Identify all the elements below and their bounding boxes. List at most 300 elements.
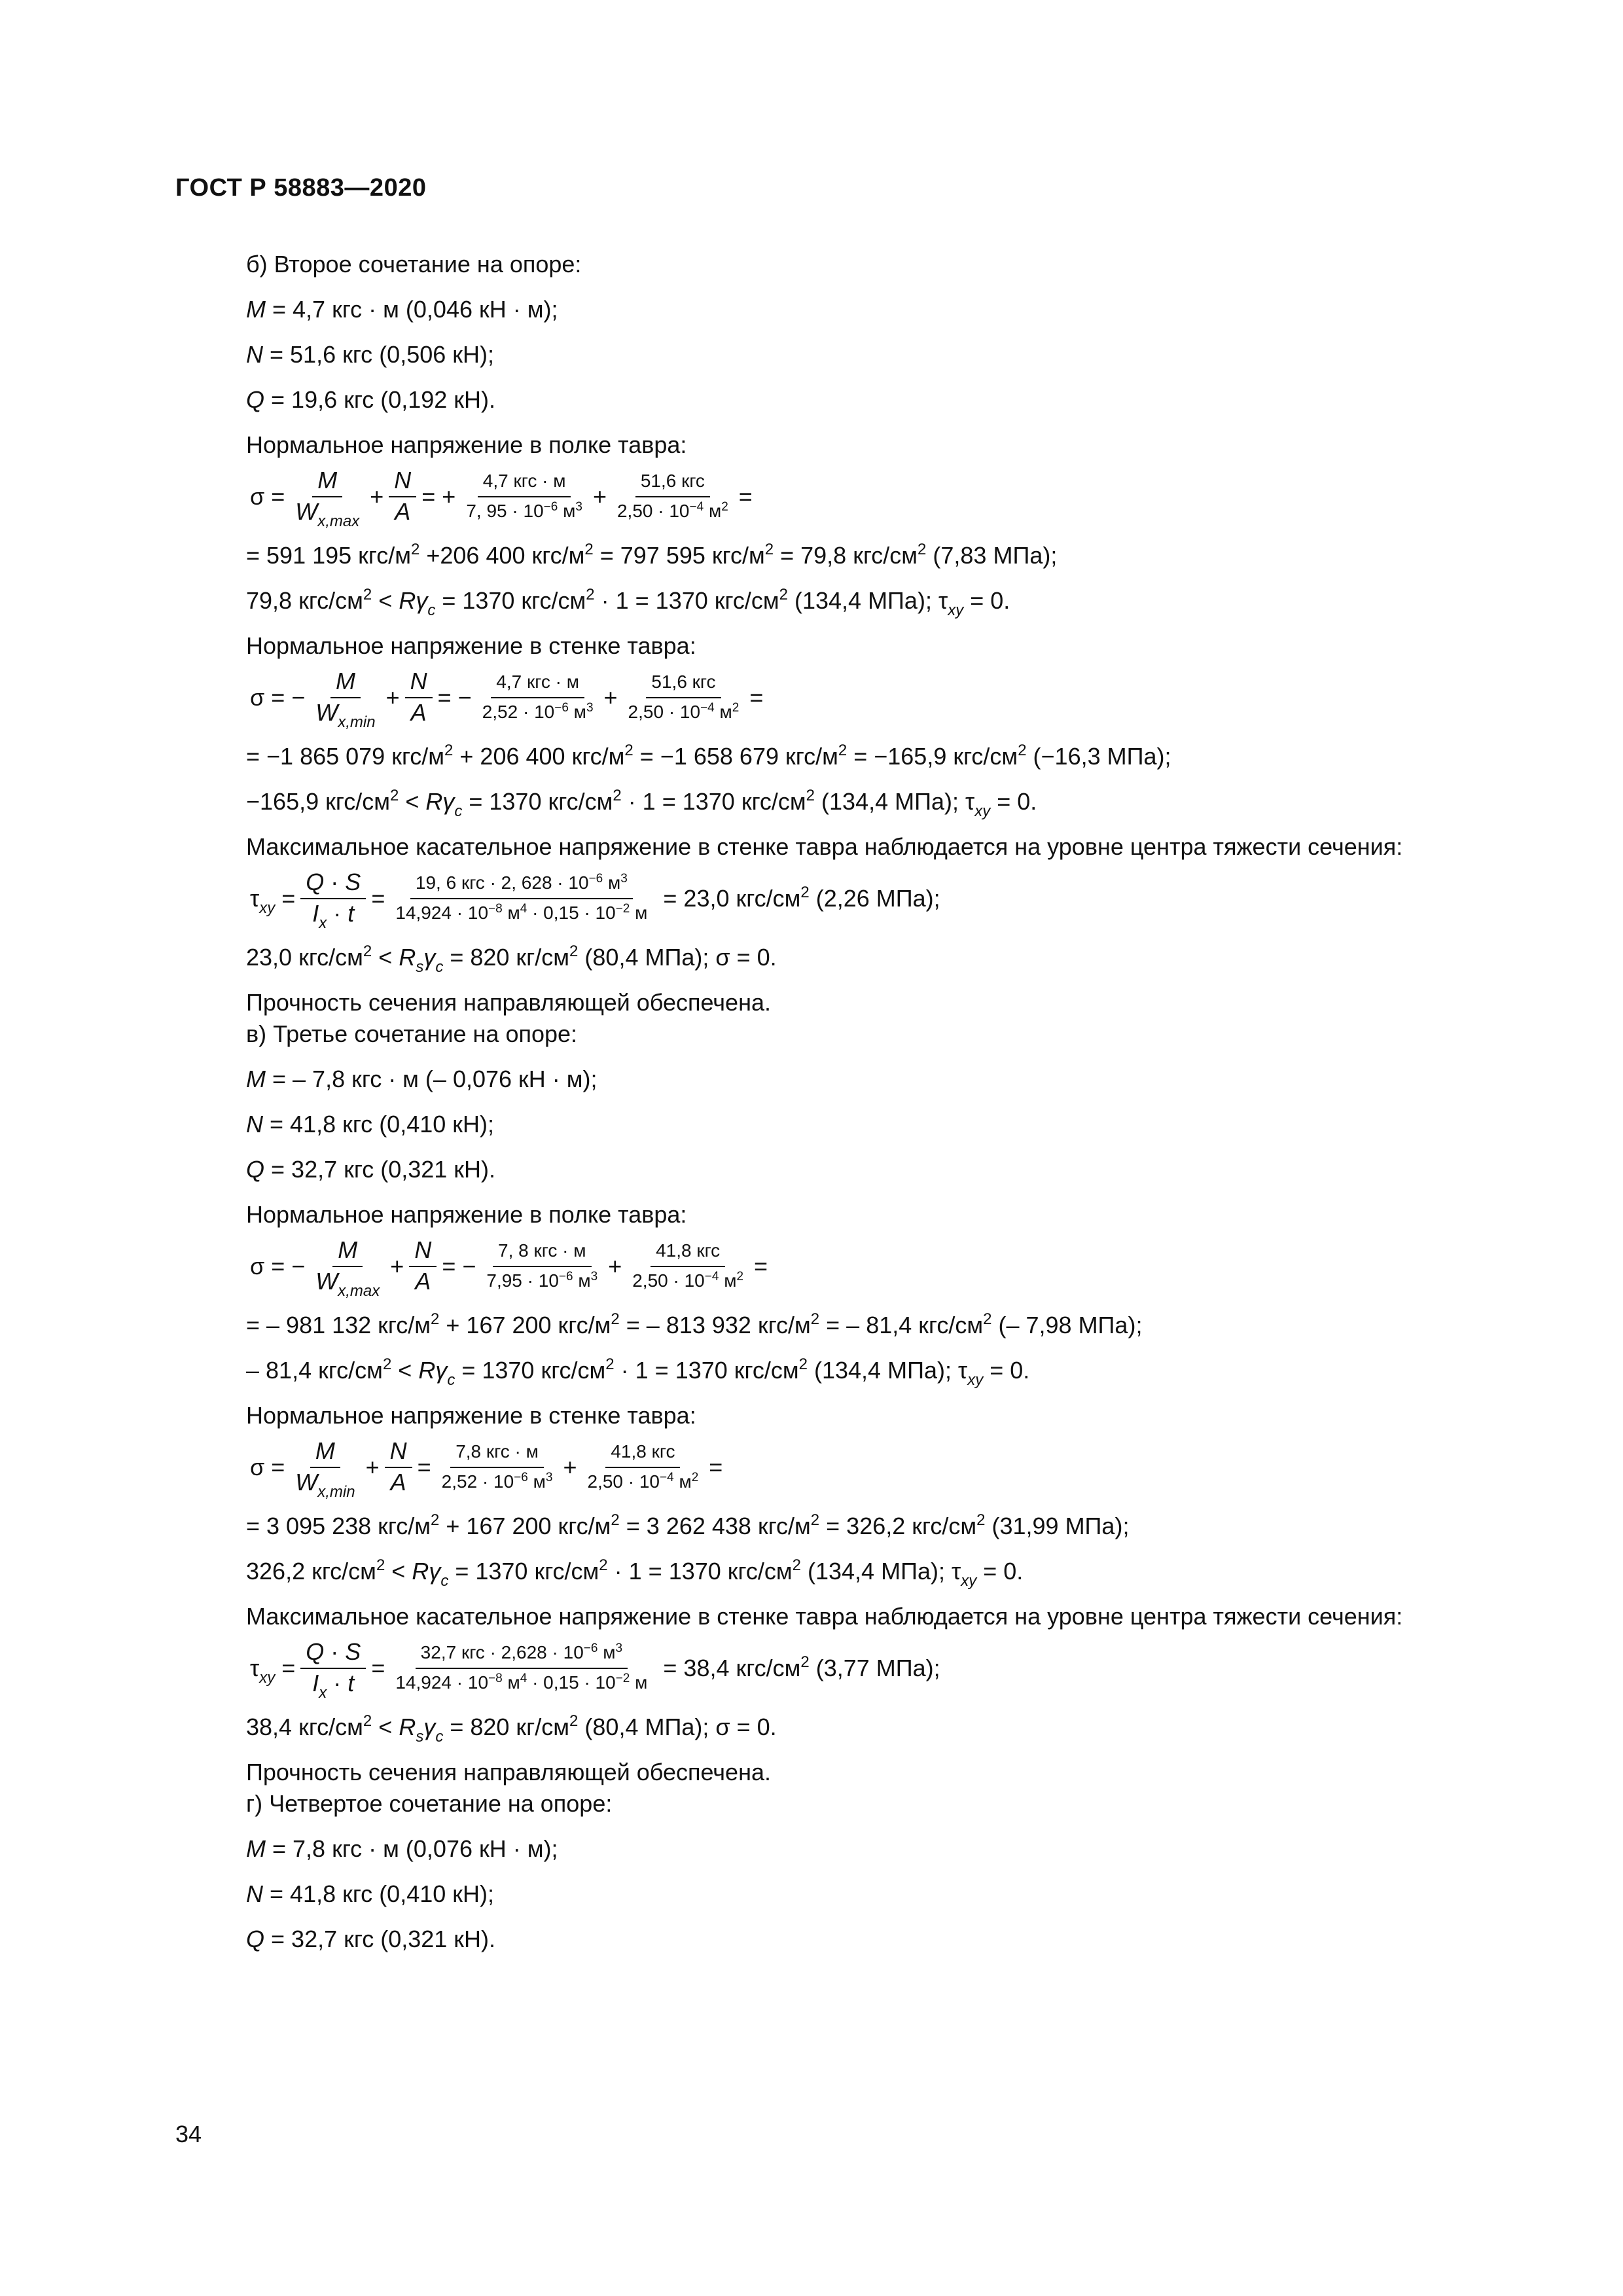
eq-sign: + — [608, 1253, 622, 1280]
check-term: (134,4 МПа); — [787, 587, 938, 614]
symbol-xy: xy — [948, 601, 964, 619]
result-term: (2,26 МПа); — [809, 885, 940, 912]
eq-end: = — [709, 1454, 723, 1480]
fraction-N-over-A — [405, 667, 433, 728]
unit: м — [527, 1471, 546, 1492]
g-moment-line — [246, 1833, 1542, 1865]
symbol-M: M — [246, 296, 266, 323]
eq-sign: + — [365, 1454, 380, 1480]
v-conclusion: Прочность сечения направляющей обеспечена. — [246, 1759, 771, 1785]
equals: = — [371, 1655, 385, 1681]
numerator: 51,6 кгс — [646, 668, 721, 698]
result-term: = 797 595 кгс/м — [593, 542, 765, 569]
unit-power: 3 — [586, 701, 594, 715]
symbol-tau: τ — [938, 587, 948, 614]
calculation-body — [246, 249, 1542, 1969]
symbol-c: c — [447, 1371, 455, 1389]
symbol-M: M — [246, 1835, 266, 1862]
result-term: +206 400 кгс/м — [419, 542, 585, 569]
less-than: < — [391, 1357, 419, 1384]
eq-mid: = − — [442, 1253, 476, 1280]
numerator: 32,7 кгс · 2,628 · 10 — [420, 1642, 584, 1662]
check-term: (80,4 МПа); σ = 0. — [578, 944, 777, 971]
power: 2 — [1018, 742, 1027, 759]
v-web-label: Нормальное напряжение в стенке тавра: — [246, 1402, 696, 1429]
symbol-R: R — [399, 587, 416, 614]
unit: м — [719, 1270, 737, 1291]
check-term: −165,9 кгс/см — [246, 788, 390, 815]
v-web-check — [246, 1556, 1542, 1590]
symbol-s: s — [416, 1728, 424, 1746]
check-term: 79,8 кгс/см — [246, 587, 363, 614]
numerator: 19, 6 кгс · 2, 628 · 10 — [415, 872, 589, 893]
unit: м — [714, 702, 732, 722]
denominator: 7,95 · 10 — [486, 1270, 559, 1291]
result-term: + 167 200 кгс/м — [439, 1312, 611, 1338]
denominator: · 0,15 · 10 — [527, 1672, 616, 1693]
eq-sign: + — [370, 483, 384, 510]
fraction-N-over-A — [409, 1236, 437, 1297]
v-shear-label: Максимальное касательное напряжение в стенке тавра наблюдается на уровне центра тяжести сечения: — [246, 1603, 1403, 1630]
power: 2 — [363, 586, 372, 603]
symbol-xy: xy — [967, 1371, 984, 1389]
w-subscript: x,max — [338, 1282, 380, 1300]
power: 2 — [431, 1310, 440, 1328]
fraction-shear-value — [390, 1639, 652, 1698]
eq-sign: + — [385, 684, 400, 711]
check-term: 38,4 кгс/см — [246, 1713, 363, 1740]
v-flange-check — [246, 1355, 1542, 1389]
less-than: < — [372, 944, 399, 971]
power: 2 — [444, 742, 454, 759]
equals: = — [281, 885, 296, 912]
numerator: 41,8 кгс — [651, 1237, 725, 1267]
symbol-gamma: γ — [429, 1558, 441, 1585]
shear-result — [654, 885, 940, 912]
power: 2 — [569, 942, 579, 960]
b-web-check — [246, 786, 1542, 820]
b-moment-line — [246, 294, 1542, 325]
symbol-xy: xy — [259, 1669, 276, 1687]
power: 2 — [810, 1511, 820, 1529]
unit: м — [568, 702, 586, 722]
result-term: (−16,3 МПа); — [1026, 743, 1171, 770]
v-shear-value: = 32,7 кгс (0,321 кН). — [264, 1156, 496, 1183]
less-than: < — [399, 788, 426, 815]
exponent: −4 — [704, 1270, 719, 1283]
unit: м — [603, 872, 621, 893]
power: 2 — [800, 1653, 810, 1671]
power: 2 — [431, 1511, 440, 1529]
power: 2 — [838, 742, 847, 759]
symbol-Q: Q — [246, 1926, 265, 1952]
power: 2 — [764, 541, 774, 558]
symbol-M: M — [315, 1437, 335, 1464]
symbol-R: R — [399, 944, 416, 971]
check-term: = 0. — [976, 1558, 1024, 1585]
fraction-M-over-W — [290, 466, 365, 528]
symbol-M: M — [338, 1236, 358, 1263]
eq-lhs: σ = − — [250, 1253, 306, 1280]
equals: = — [371, 885, 385, 912]
fraction-force-value — [612, 467, 734, 526]
unit: м — [630, 903, 648, 923]
unit-power: 3 — [590, 1270, 598, 1283]
check-term: · 1 = 1370 кгс/см — [614, 1357, 799, 1384]
check-term: (134,4 МПа); — [801, 1558, 952, 1585]
fraction-force-value — [627, 1237, 749, 1296]
symbol-N: N — [389, 1437, 407, 1464]
symbol-Q: Q — [246, 386, 265, 413]
fraction-M-over-W — [310, 667, 380, 731]
fraction-moment-value — [437, 1438, 558, 1497]
symbol-W: W — [315, 699, 338, 726]
result-term: = – 981 132 кгс/м — [246, 1312, 431, 1338]
power: 2 — [599, 1556, 608, 1574]
unit: м — [630, 1672, 648, 1693]
symbol-S: S — [345, 1638, 361, 1665]
denominator: · 0,15 · 10 — [527, 903, 616, 923]
shear-result — [654, 1655, 940, 1682]
eq-mid: = − — [437, 684, 472, 711]
symbol-t: t — [348, 900, 355, 927]
symbol-R: R — [425, 788, 443, 815]
power: 2 — [810, 1310, 820, 1328]
w-subscript: x,min — [317, 1483, 355, 1501]
symbol-M: M — [335, 668, 355, 694]
symbol-S: S — [345, 869, 361, 895]
symbol-I: I — [312, 1670, 319, 1696]
unit: м — [558, 501, 576, 521]
b-force-value: = 51,6 кгс (0,506 кН); — [263, 341, 495, 368]
check-term: = 1370 кгс/см — [462, 788, 613, 815]
symbol-A: A — [395, 498, 411, 525]
fraction-moment-value — [477, 668, 599, 727]
symbol-xy: xy — [961, 1572, 977, 1590]
power: 2 — [584, 541, 594, 558]
power: 2 — [376, 1556, 385, 1574]
power: 2 — [569, 1712, 579, 1730]
exponent: −6 — [554, 701, 569, 715]
exponent: −6 — [583, 1641, 598, 1655]
symbol-N: N — [414, 1236, 432, 1263]
g-moment-value: = 7,8 кгс · м (0,076 кН · м); — [266, 1835, 558, 1862]
power: 2 — [983, 1310, 992, 1328]
check-term: = 820 кг/см — [443, 1713, 570, 1740]
page-number: 34 — [175, 2121, 202, 2147]
power: 2 — [976, 1511, 986, 1529]
power: 2 — [605, 1355, 615, 1373]
power: 2 — [800, 884, 810, 901]
dot: · — [327, 1670, 348, 1696]
power: 2 — [586, 586, 595, 603]
numerator: 7, 8 кгс · м — [493, 1237, 591, 1267]
check-term: = 1370 кгс/см — [448, 1558, 599, 1585]
less-than: < — [372, 1713, 399, 1740]
v-shear-equation — [246, 1632, 1542, 1704]
exponent: −4 — [689, 500, 704, 514]
exponent: −6 — [588, 872, 603, 886]
symbol-c: c — [440, 1572, 449, 1590]
b-moment-value: = 4,7 кгс · м (0,046 кН · м); — [266, 296, 558, 323]
power: 2 — [613, 787, 622, 804]
fraction-force-value — [582, 1438, 704, 1497]
result-term: + 206 400 кгс/м — [453, 743, 625, 770]
result-term: = – 81,4 кгс/см — [819, 1312, 984, 1338]
symbol-t: t — [348, 1670, 355, 1696]
symbol-tau: τ — [951, 1558, 961, 1585]
v-force-line — [246, 1109, 1542, 1140]
b-shear-value: = 19,6 кгс (0,192 кН). — [264, 386, 496, 413]
fraction-shear-value — [390, 869, 652, 928]
w-subscript: x,max — [317, 512, 360, 530]
unit: м — [502, 1672, 520, 1693]
symbol-N: N — [246, 341, 263, 368]
check-term: = 1370 кгс/см — [435, 587, 586, 614]
symbol-M: M — [317, 467, 338, 493]
denominator: 7, 95 · 10 — [466, 501, 544, 521]
b-shear-equation — [246, 863, 1542, 935]
g-force-value: = 41,8 кгс (0,410 кН); — [263, 1880, 495, 1907]
symbol-Q: Q — [306, 869, 325, 895]
b-shear-line — [246, 384, 1542, 416]
check-term: = 1370 кгс/см — [455, 1357, 606, 1384]
symbol-gamma: γ — [442, 788, 455, 815]
exponent: −6 — [558, 1270, 573, 1283]
symbol-x: x — [319, 914, 327, 932]
eq-sign: + — [390, 1253, 404, 1280]
power: 2 — [389, 787, 399, 804]
v-web-result — [246, 1511, 1542, 1542]
section-v-title: в) Третье сочетание на опоре: — [246, 1020, 578, 1047]
power: 2 — [611, 1310, 620, 1328]
dot: · — [327, 900, 348, 927]
symbol-c: c — [435, 1728, 444, 1746]
eq-mid: = — [417, 1454, 431, 1480]
unit-power: 3 — [575, 500, 582, 514]
check-term: · 1 = 1370 кгс/см — [621, 788, 806, 815]
dot: · — [324, 869, 346, 895]
symbol-xy: xy — [974, 802, 991, 820]
g-force-line — [246, 1878, 1542, 1910]
numerator: 4,7 кгс · м — [478, 467, 571, 497]
symbol-N: N — [410, 668, 427, 694]
exponent: −4 — [700, 701, 715, 715]
unit-power: 2 — [736, 1270, 744, 1283]
fraction-moment-value — [461, 467, 588, 526]
unit-power: 3 — [620, 872, 628, 886]
result-term: = 79,8 кгс/см — [774, 542, 918, 569]
denominator: 14,924 · 10 — [395, 903, 489, 923]
b-force-line — [246, 339, 1542, 370]
check-term: (134,4 МПа); — [808, 1357, 958, 1384]
symbol-Q: Q — [246, 1156, 265, 1183]
unit: м — [673, 1471, 692, 1492]
check-term: = 820 кг/см — [443, 944, 570, 971]
exponent: −6 — [543, 500, 558, 514]
symbol-R: R — [412, 1558, 429, 1585]
symbol-A: A — [390, 1469, 406, 1496]
power: 2 — [382, 1355, 392, 1373]
exponent: −8 — [488, 1672, 503, 1685]
unit: м — [573, 1270, 591, 1291]
fraction-M-over-W — [290, 1437, 360, 1501]
denominator: 2,52 · 10 — [441, 1471, 514, 1492]
unit-power: 4 — [520, 1672, 527, 1685]
check-term: (134,4 МПа); — [815, 788, 965, 815]
check-term: · 1 = 1370 кгс/см — [594, 587, 779, 614]
symbol-gamma: γ — [423, 1713, 436, 1740]
symbol-M: M — [246, 1066, 266, 1092]
b-web-label: Нормальное напряжение в стенке тавра: — [246, 632, 696, 659]
symbol-I: I — [312, 900, 319, 927]
less-than: < — [372, 587, 399, 614]
check-term: · 1 = 1370 кгс/см — [607, 1558, 793, 1585]
symbol-tau: τ — [957, 1357, 968, 1384]
b-shear-check — [246, 942, 1542, 976]
check-term: – 81,4 кгс/см — [246, 1357, 383, 1384]
power: 2 — [806, 787, 815, 804]
symbol-c: c — [427, 601, 436, 619]
numerator: 41,8 кгс — [605, 1438, 680, 1468]
symbol-gamma: γ — [416, 587, 428, 614]
power: 2 — [798, 1355, 808, 1373]
equals: = — [281, 1655, 296, 1681]
fraction-N-over-A — [385, 1437, 412, 1498]
symbol-R: R — [399, 1713, 416, 1740]
symbol-c: c — [454, 802, 463, 820]
unit: м — [502, 903, 520, 923]
check-term: = 0. — [983, 1357, 1030, 1384]
b-flange-result — [246, 540, 1542, 571]
fraction-M-over-W — [310, 1236, 385, 1300]
section-g-title: г) Четвертое сочетание на опоре: — [246, 1790, 613, 1817]
b-shear-label: Максимальное касательное напряжение в стенке тавра наблюдается на уровне центра тяжести сечения: — [246, 833, 1403, 860]
v-web-equation — [246, 1431, 1542, 1503]
denominator: 2,50 · 10 — [616, 501, 690, 521]
unit-power: 2 — [732, 701, 740, 715]
fraction-QS-over-It — [300, 868, 366, 932]
power: 2 — [918, 541, 927, 558]
unit: м — [704, 501, 722, 521]
power: 2 — [411, 541, 420, 558]
numerator: 51,6 кгс — [635, 467, 710, 497]
check-term: = 0. — [990, 788, 1037, 815]
symbol-N: N — [246, 1880, 263, 1907]
eq-lhs: σ = − — [250, 684, 306, 711]
eq-mid: = + — [421, 483, 456, 510]
symbol-Q: Q — [306, 1638, 325, 1665]
eq-end: = — [749, 684, 764, 711]
power: 2 — [363, 942, 372, 960]
result-term: = −165,9 кгс/см — [847, 743, 1018, 770]
exponent: −2 — [615, 902, 630, 916]
b-flange-check — [246, 585, 1542, 617]
b-web-result — [246, 741, 1542, 772]
result-term: = 38,4 кгс/см — [663, 1655, 801, 1681]
symbol-s: s — [416, 958, 424, 976]
result-term: = – 813 932 кгс/м — [619, 1312, 811, 1338]
denominator: 2,50 · 10 — [632, 1270, 705, 1291]
b-conclusion: Прочность сечения направляющей обеспечена. — [246, 989, 771, 1016]
symbol-tau: τ — [965, 788, 975, 815]
numerator: 4,7 кгс · м — [491, 668, 584, 698]
check-term: 23,0 кгс/см — [246, 944, 363, 971]
power: 2 — [624, 742, 633, 759]
symbol-W: W — [315, 1268, 338, 1295]
symbol-c: c — [435, 958, 444, 976]
v-moment-value: = – 7,8 кгс · м (– 0,076 кН · м); — [266, 1066, 597, 1092]
power: 2 — [792, 1556, 801, 1574]
symbol-A: A — [415, 1268, 431, 1295]
symbol-R: R — [418, 1357, 436, 1384]
symbol-xy: xy — [259, 899, 276, 917]
power: 2 — [363, 1712, 372, 1730]
eq-end: = — [754, 1253, 768, 1280]
symbol-N: N — [394, 467, 412, 493]
v-force-value: = 41,8 кгс (0,410 кН); — [263, 1111, 495, 1138]
eq-lhs: σ = — [250, 483, 285, 510]
result-term: + 167 200 кгс/м — [439, 1513, 611, 1539]
w-subscript: x,min — [338, 713, 376, 731]
less-than: < — [385, 1558, 412, 1585]
b-flange-label: Нормальное напряжение в полке тавра: — [246, 431, 687, 458]
v-moment-line — [246, 1064, 1542, 1095]
power: 2 — [611, 1511, 620, 1529]
exponent: −6 — [514, 1471, 528, 1484]
exponent: −4 — [660, 1471, 674, 1484]
symbol-gamma: γ — [423, 944, 436, 971]
symbol-tau: $\tau_{xy}$ = — [250, 885, 296, 917]
unit-power: 2 — [721, 500, 728, 514]
numerator: 7,8 кгс · м — [450, 1438, 544, 1468]
result-term: = 326,2 кгс/см — [819, 1513, 977, 1539]
unit-power: 3 — [615, 1641, 623, 1655]
fraction-QS-over-It — [300, 1638, 366, 1702]
unit: м — [597, 1642, 616, 1662]
result-term: (– 7,98 МПа); — [991, 1312, 1143, 1338]
power: 2 — [779, 586, 788, 603]
result-term: (7,83 МПа); — [926, 542, 1058, 569]
symbol-W: W — [295, 1469, 318, 1496]
v-flange-label: Нормальное напряжение в полке тавра: — [246, 1201, 687, 1228]
result-term: = −1 865 079 кгс/м — [246, 743, 445, 770]
denominator: 2,52 · 10 — [482, 702, 555, 722]
fraction-moment-value — [481, 1237, 603, 1296]
result-term: = −1 658 679 кгс/м — [633, 743, 838, 770]
symbol-x: x — [319, 1684, 327, 1702]
section-b-title: б) Второе сочетание на опоре: — [246, 251, 582, 278]
eq-end: = — [738, 483, 753, 510]
check-term: = 0. — [963, 587, 1010, 614]
unit-power: 4 — [520, 902, 527, 916]
result-term: = 591 195 кгс/м — [246, 542, 411, 569]
unit-power: 2 — [691, 1471, 699, 1484]
g-shear-value: = 32,7 кгс (0,321 кН). — [264, 1926, 496, 1952]
result-term: = 3 262 438 кгс/м — [619, 1513, 811, 1539]
v-flange-result — [246, 1310, 1542, 1341]
eq-lhs: σ = — [250, 1454, 285, 1480]
dot: · — [324, 1638, 346, 1665]
result-term: (3,77 МПа); — [809, 1655, 940, 1681]
eq-sign: + — [603, 684, 618, 711]
symbol-A: A — [410, 699, 427, 726]
v-shear-line — [246, 1154, 1542, 1185]
b-flange-equation — [246, 461, 1542, 533]
symbol-W: W — [295, 498, 318, 525]
symbol-gamma: γ — [435, 1357, 448, 1384]
result-term: (31,99 МПа); — [985, 1513, 1130, 1539]
